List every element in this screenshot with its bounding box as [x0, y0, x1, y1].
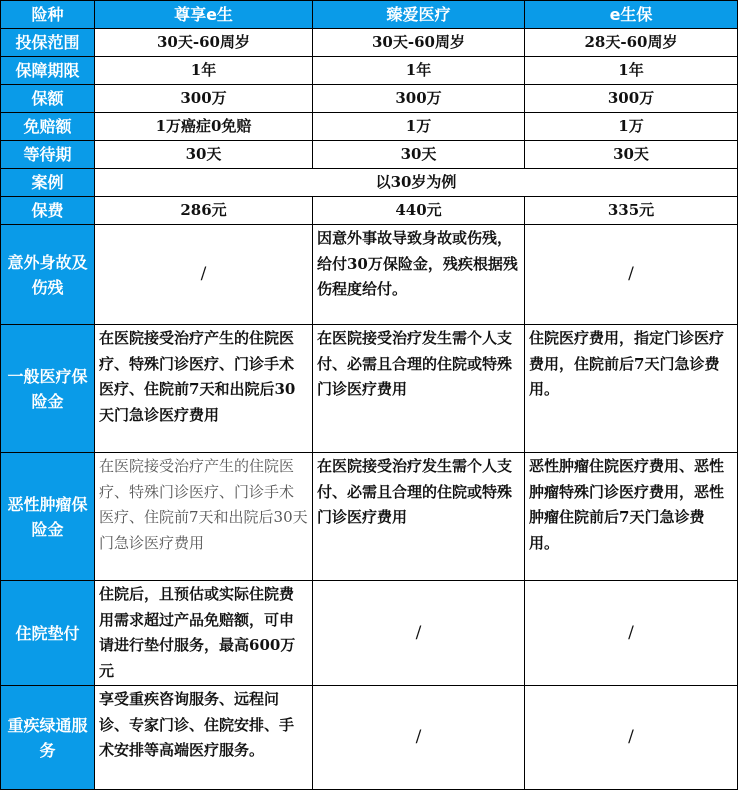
cancer-row: [1, 453, 738, 581]
advance-row: [1, 581, 738, 686]
table-row: [1, 29, 738, 57]
premium-row: [1, 197, 738, 225]
case-value: 以30岁为例: [95, 169, 738, 197]
row-label: 案例: [1, 169, 95, 197]
accident-row: [1, 225, 738, 325]
cell-value: 300万: [525, 85, 738, 113]
cell-text: 在医院接受治疗发生需个人支付、必需且合理的住院或特殊门诊医疗费用: [313, 453, 525, 581]
cell-value: 1年: [95, 57, 313, 85]
row-label: 重疾绿通服务: [1, 686, 95, 790]
cell-value: 30天-60周岁: [95, 29, 313, 57]
cell-text: 住院后，且预估或实际住院费用需求超过产品免赔额，可申请进行垫付服务，最高600万元: [95, 581, 313, 686]
row-label: 意外身故及伤残: [1, 225, 95, 325]
cell-value: 28天-60周岁: [525, 29, 738, 57]
header-product-1: 尊享e生: [95, 1, 313, 29]
header-insurance-type: 险种: [1, 1, 95, 29]
cell-value: /: [525, 581, 738, 686]
row-label: 投保范围: [1, 29, 95, 57]
table-row: [1, 85, 738, 113]
cell-value: /: [525, 686, 738, 790]
table-row: [1, 141, 738, 169]
case-row: [1, 169, 738, 197]
premium-value: 335元: [525, 197, 738, 225]
header-product-3: e生保: [525, 1, 738, 29]
cell-value: 300万: [95, 85, 313, 113]
general-medical-row: [1, 325, 738, 453]
cell-value: 1万: [313, 113, 525, 141]
cell-value: 30天-60周岁: [313, 29, 525, 57]
cell-value: /: [95, 225, 313, 325]
table-row: [1, 113, 738, 141]
row-label: 保费: [1, 197, 95, 225]
header-product-2: 臻爱医疗: [313, 1, 525, 29]
row-label: 等待期: [1, 141, 95, 169]
cell-value: 1万癌症0免赔: [95, 113, 313, 141]
cell-text: 因意外事故导致身故或伤残，给付30万保险金，残疾根据残伤程度给付。: [313, 225, 525, 325]
cell-text: 在医院接受治疗发生需个人支付、必需且合理的住院或特殊门诊医疗费用: [313, 325, 525, 453]
row-label: 恶性肿瘤保险金: [1, 453, 95, 581]
cell-text: 在医院接受治疗产生的住院医疗、特殊门诊医疗、门诊手术医疗、住院前7天和出院后30天门急诊医疗费用: [95, 325, 313, 453]
cell-value: 300万: [313, 85, 525, 113]
cell-value: /: [313, 581, 525, 686]
cell-value: /: [313, 686, 525, 790]
cell-value: 1万: [525, 113, 738, 141]
cell-value: 30天: [95, 141, 313, 169]
header-row: [1, 1, 738, 29]
cell-value: 30天: [313, 141, 525, 169]
row-label: 免赔额: [1, 113, 95, 141]
cell-value: 30天: [525, 141, 738, 169]
row-label: 一般医疗保险金: [1, 325, 95, 453]
premium-value: 286元: [95, 197, 313, 225]
green-channel-row: [1, 686, 738, 790]
cell-value: 1年: [525, 57, 738, 85]
cell-text: 在医院接受治疗产生的住院医疗、特殊门诊医疗、门诊手术医疗、住院前7天和出院后30天门急诊医疗费用: [95, 453, 313, 581]
cell-value: /: [525, 225, 738, 325]
row-label: 保额: [1, 85, 95, 113]
cell-text: 享受重疾咨询服务、远程问诊、专家门诊、住院安排、手术安排等高端医疗服务。: [95, 686, 313, 790]
table-row: [1, 57, 738, 85]
row-label: 住院垫付: [1, 581, 95, 686]
row-label: 保障期限: [1, 57, 95, 85]
cell-value: 1年: [313, 57, 525, 85]
cell-text: 住院医疗费用，指定门诊医疗费用，住院前后7天门急诊费用。: [525, 325, 738, 453]
cell-text: 恶性肿瘤住院医疗费用、恶性肿瘤特殊门诊医疗费用，恶性肿瘤住院前后7天门急诊费用。: [525, 453, 738, 581]
premium-value: 440元: [313, 197, 525, 225]
